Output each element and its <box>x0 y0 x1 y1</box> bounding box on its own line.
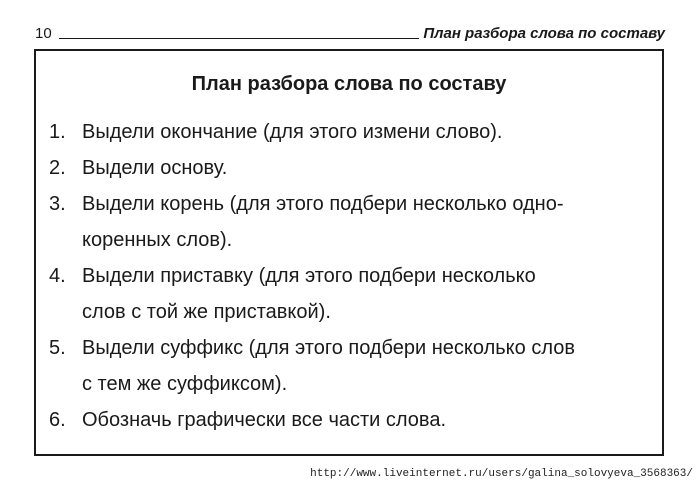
plan-card <box>34 49 664 456</box>
step-text-continuation: коренных слов). <box>82 229 233 251</box>
step-number: 1. <box>49 121 66 143</box>
card-title: План разбора слова по составу <box>191 73 507 95</box>
step-number: 5. <box>49 337 66 359</box>
step-item <box>49 186 657 258</box>
step-text-continuation: с тем же суффиксом). <box>82 373 288 395</box>
page-number: 10 <box>35 25 52 42</box>
step-text: Выдели основу. <box>82 157 228 179</box>
step-number: 6. <box>49 409 66 431</box>
steps-list <box>49 114 657 438</box>
step-text: Выдели окончание (для этого измени слово). <box>82 121 503 143</box>
step-text: Обозначь графически все части слова. <box>82 409 447 431</box>
header-divider <box>59 38 419 39</box>
step-item <box>49 330 657 402</box>
step-number: 4. <box>49 265 66 287</box>
watermark-url: http://www.liveinternet.ru/users/galina_solovyeva_3568363/ <box>310 468 693 480</box>
step-item <box>49 114 657 150</box>
step-number: 2. <box>49 157 66 179</box>
running-title: План разбора слова по составу <box>423 25 665 42</box>
step-item <box>49 402 657 438</box>
step-item <box>49 258 657 330</box>
step-text: Выдели приставку (для этого подбери несколько <box>82 265 536 287</box>
page-header <box>35 24 665 44</box>
step-item <box>49 150 657 186</box>
step-text-continuation: слов с той же приставкой). <box>82 301 331 323</box>
step-number: 3. <box>49 193 66 215</box>
step-text: Выдели суффикс (для этого подбери несколько слов <box>82 337 575 359</box>
step-text: Выдели корень (для этого подбери несколько одно- <box>82 193 564 215</box>
